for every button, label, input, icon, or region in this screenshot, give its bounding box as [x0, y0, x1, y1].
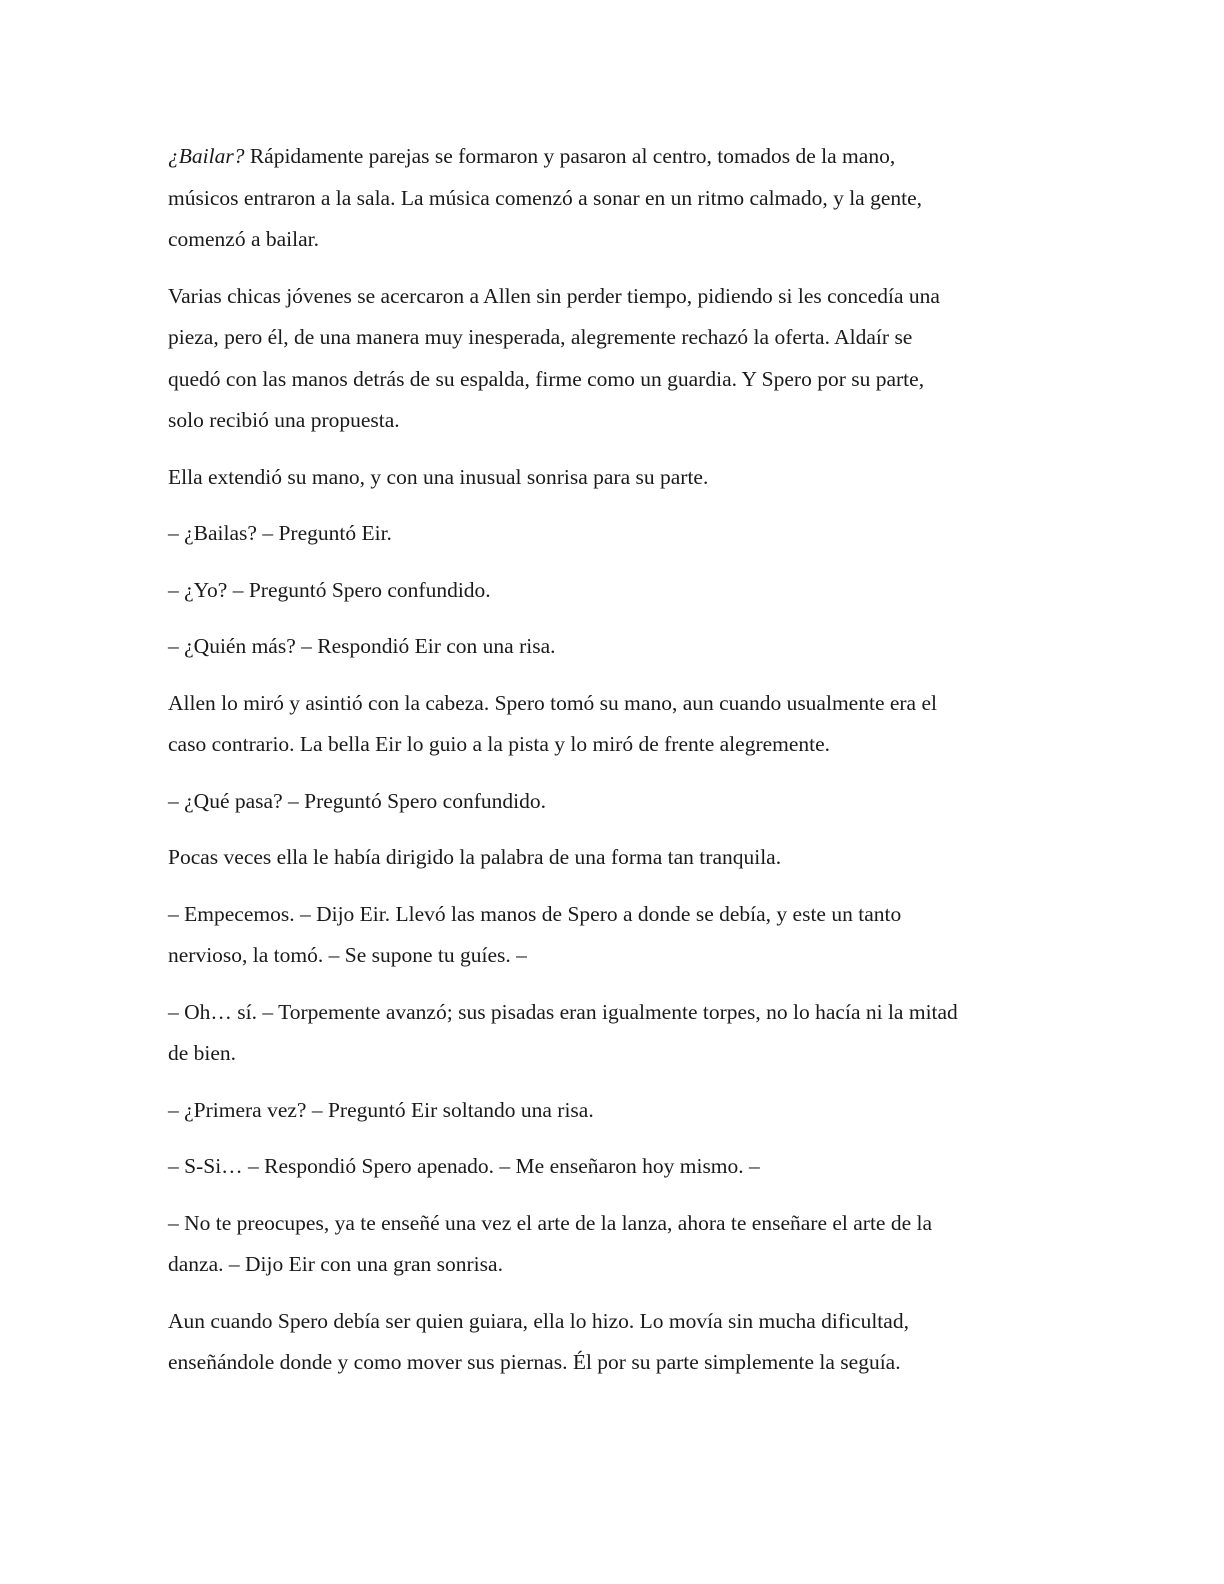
italic-word: ¿Bailar? — [168, 144, 245, 168]
text-line: – No te preocupes, ya te enseñé una vez el arte de la lanza, ahora te enseñare el arte de la — [168, 1210, 933, 1235]
text-line: Pocas veces ella le había dirigido la palabra de una forma tan tranquila. — [168, 845, 782, 869]
text-line: Allen lo miró y asintió con la cabeza. Spero tomó su mano, aun cuando usualmente era el — [168, 690, 937, 715]
text-line — [168, 136, 1048, 178]
dialogue-line — [168, 513, 1048, 555]
text-line: – Empecemos. – Dijo Eir. Llevó las manos de Spero a donde se debía, y este un tanto — [168, 901, 902, 926]
text-line: – ¿Bailas? – Preguntó Eir. — [168, 521, 392, 545]
text-line: – ¿Quién más? – Respondió Eir con una risa. — [168, 634, 556, 658]
text-line: nervioso, la tomó. – Se supone tu guíes. – — [168, 943, 527, 967]
text-line: de bien. — [168, 1041, 237, 1065]
line-text: Rápidamente parejas se formaron y pasaron al centro, tomados de la mano, — [244, 144, 896, 168]
paragraph — [168, 276, 1048, 442]
dialogue-line — [168, 894, 1048, 977]
text-line: solo recibió una propuesta. — [168, 408, 400, 432]
text-line: comenzó a bailar. — [168, 227, 320, 251]
text-line: caso contrario. La bella Eir lo guio a la pista y lo miró de frente alegremente. — [168, 732, 831, 756]
text-line: – S-Si… – Respondió Spero apenado. – Me enseñaron hoy mismo. – — [168, 1154, 760, 1178]
dialogue-line — [168, 1203, 1048, 1286]
text-line: – ¿Yo? – Preguntó Spero confundido. — [168, 577, 491, 602]
text-line: enseñándole donde y como mover sus piernas. Él por su parte simplemente la seguía. — [168, 1350, 901, 1374]
paragraph — [168, 683, 1048, 766]
text-line: Ella extendió su mano, y con una inusual sonrisa para su parte. — [168, 464, 709, 489]
text-line: quedó con las manos detrás de su espalda, firme como un guardia. Y Spero por su parte, — [168, 366, 925, 391]
text-line: – Oh… sí. – Torpemente avanzó; sus pisadas eran igualmente torpes, no lo hacía ni la mitad — [168, 999, 958, 1024]
dialogue-line — [168, 570, 1048, 612]
dialogue-line — [168, 781, 1048, 823]
dialogue-line — [168, 992, 1048, 1075]
paragraph — [168, 837, 1048, 879]
dialogue-line — [168, 1090, 1048, 1132]
text-line: músicos entraron a la sala. La música comenzó a sonar en un ritmo calmado, y la gente, — [168, 185, 923, 210]
document-page — [168, 136, 1048, 1399]
text-line: Varias chicas jóvenes se acercaron a Allen sin perder tiempo, pidiendo si les concedía una — [168, 283, 940, 308]
text-line: Aun cuando Spero debía ser quien guiara, ella lo hizo. Lo movía sin mucha dificultad, — [168, 1308, 909, 1333]
text-line: danza. – Dijo Eir con una gran sonrisa. — [168, 1252, 503, 1276]
dialogue-line — [168, 1146, 1048, 1188]
paragraph — [168, 136, 1048, 261]
text-line: pieza, pero él, de una manera muy inesperada, alegremente rechazó la oferta. Aldaír se — [168, 325, 913, 349]
text-line: – ¿Qué pasa? – Preguntó Spero confundido. — [168, 788, 546, 813]
paragraph — [168, 457, 1048, 499]
text-line: – ¿Primera vez? – Preguntó Eir soltando una risa. — [168, 1097, 594, 1122]
paragraph — [168, 1301, 1048, 1384]
dialogue-line — [168, 626, 1048, 668]
